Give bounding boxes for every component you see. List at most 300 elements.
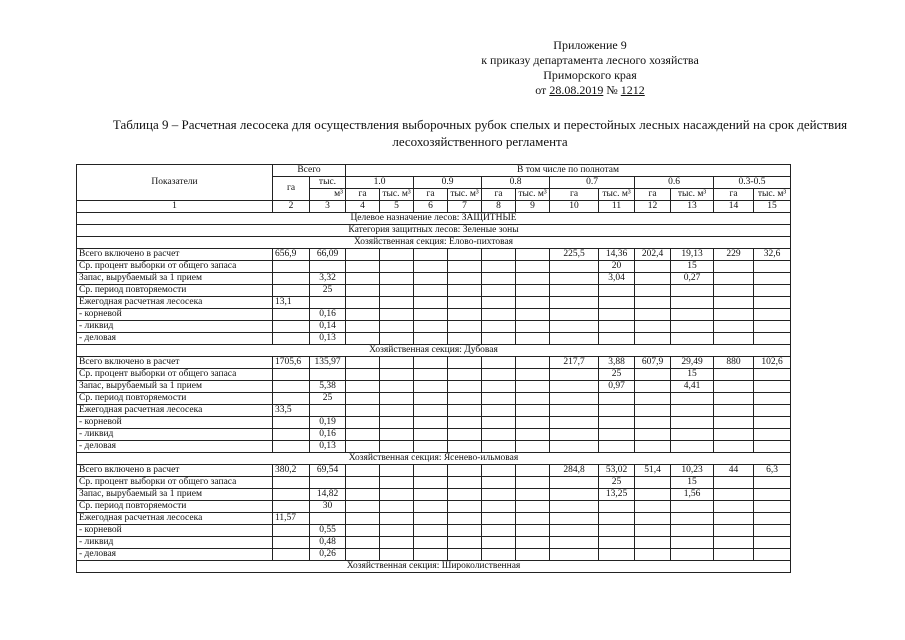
cell-value — [414, 465, 448, 477]
row-label: Ежегодная расчетная лесосека — [77, 513, 273, 525]
row-label: Ср. период повторяемости — [77, 393, 273, 405]
cell-value — [754, 513, 791, 525]
cell-value — [635, 321, 671, 333]
cell-value — [414, 309, 448, 321]
cell-value — [273, 441, 310, 453]
appendix-line-3: Приморского края — [543, 68, 637, 82]
cell-value — [754, 405, 791, 417]
cell-value — [414, 333, 448, 345]
table-row — [77, 369, 791, 381]
unit-ga: га — [550, 189, 599, 201]
cell-value — [550, 381, 599, 393]
cell-value — [380, 441, 414, 453]
table-row — [77, 297, 791, 309]
col-num: 1 — [77, 201, 273, 213]
cell-value — [273, 261, 310, 273]
cell-value — [671, 441, 714, 453]
cell-value — [550, 489, 599, 501]
cell-value — [414, 273, 448, 285]
cell-value — [599, 513, 635, 525]
row-label: Ср. процент выборки от общего запаса — [77, 261, 273, 273]
cell-value — [380, 381, 414, 393]
cell-value: 1705,6 — [273, 357, 310, 369]
col-num: 6 — [414, 201, 448, 213]
col-num: 13 — [671, 201, 714, 213]
cell-value — [448, 429, 482, 441]
cell-value — [310, 297, 346, 309]
cell-value — [448, 477, 482, 489]
cell-value — [273, 537, 310, 549]
row-label: Ежегодная расчетная лесосека — [77, 405, 273, 417]
table-row — [77, 249, 791, 261]
cell-value — [380, 321, 414, 333]
cell-value — [448, 441, 482, 453]
cell-value — [714, 513, 754, 525]
cell-value — [714, 393, 754, 405]
cell-value — [380, 537, 414, 549]
cell-value — [414, 417, 448, 429]
cell-value — [635, 333, 671, 345]
cell-value — [516, 405, 550, 417]
cell-value — [635, 285, 671, 297]
cell-value — [635, 261, 671, 273]
cell-value — [714, 441, 754, 453]
cell-value — [671, 525, 714, 537]
table-row — [77, 321, 791, 333]
appendix-header — [430, 38, 750, 98]
cell-value — [599, 441, 635, 453]
cell-value — [754, 441, 791, 453]
row-label: Всего включено в расчет — [77, 249, 273, 261]
cell-value — [448, 309, 482, 321]
cell-value — [599, 501, 635, 513]
cell-value — [448, 513, 482, 525]
cell-value — [414, 489, 448, 501]
order-date: 28.08.2019 — [549, 83, 604, 97]
cell-value — [448, 357, 482, 369]
cell-value: 19,13 — [671, 249, 714, 261]
forest-purpose-row: Целевое назначение лесов: ЗАЩИТНЫЕ — [77, 213, 791, 225]
row-label: Ср. период повторяемости — [77, 501, 273, 513]
cell-value — [346, 393, 380, 405]
cell-value — [550, 309, 599, 321]
cell-value — [414, 513, 448, 525]
col-num: 9 — [516, 201, 550, 213]
cell-value: 15 — [671, 477, 714, 489]
cell-value — [516, 381, 550, 393]
cell-value — [482, 417, 516, 429]
cell-value — [599, 549, 635, 561]
table-row — [77, 333, 791, 345]
cell-value — [550, 417, 599, 429]
cell-value — [448, 501, 482, 513]
cell-value — [714, 549, 754, 561]
cell-value — [550, 333, 599, 345]
cell-value: 0,14 — [310, 321, 346, 333]
table-row — [77, 465, 791, 477]
cell-value — [482, 465, 516, 477]
cell-value — [635, 297, 671, 309]
cell-value: 202,4 — [635, 249, 671, 261]
row-label: - корневой — [77, 417, 273, 429]
cell-value — [380, 405, 414, 417]
cell-value — [714, 477, 754, 489]
cell-value — [754, 297, 791, 309]
table-row — [77, 405, 791, 417]
cell-value — [380, 525, 414, 537]
density-1-0-header: 1.0 — [346, 177, 414, 189]
cell-value — [414, 357, 448, 369]
order-number: 1212 — [620, 83, 645, 97]
cell-value — [380, 273, 414, 285]
cell-value — [635, 405, 671, 417]
cell-value: 25 — [310, 285, 346, 297]
density-0-7-header: 0.7 — [550, 177, 635, 189]
cell-value — [754, 417, 791, 429]
cell-value — [482, 393, 516, 405]
cell-value — [273, 417, 310, 429]
cell-value — [754, 369, 791, 381]
cell-value — [273, 381, 310, 393]
row-label: Всего включено в расчет — [77, 357, 273, 369]
cell-value — [346, 525, 380, 537]
cell-value — [380, 261, 414, 273]
cell-value — [482, 489, 516, 501]
cell-value — [448, 333, 482, 345]
cell-value — [599, 537, 635, 549]
cell-value — [346, 297, 380, 309]
cell-value — [635, 501, 671, 513]
cell-value — [714, 381, 754, 393]
cell-value — [516, 477, 550, 489]
cell-value — [273, 525, 310, 537]
cell-value — [516, 357, 550, 369]
date-prefix: от — [535, 83, 550, 97]
cell-value: 32,6 — [754, 249, 791, 261]
cell-value — [550, 549, 599, 561]
cell-value — [414, 429, 448, 441]
cell-value — [346, 405, 380, 417]
cell-value: 44 — [714, 465, 754, 477]
cell-value: 1,56 — [671, 489, 714, 501]
row-label: Ср. период повторяемости — [77, 285, 273, 297]
table-row — [77, 477, 791, 489]
cell-value — [516, 273, 550, 285]
cell-value — [310, 369, 346, 381]
cell-value — [273, 309, 310, 321]
row-label: Всего включено в расчет — [77, 465, 273, 477]
cell-value — [671, 333, 714, 345]
cell-value: 30 — [310, 501, 346, 513]
table-row — [77, 393, 791, 405]
cell-value — [635, 525, 671, 537]
appendix-line-2: к приказу департамента лесного хозяйства — [481, 53, 699, 67]
cell-value: 69,54 — [310, 465, 346, 477]
cell-value — [599, 333, 635, 345]
cell-value — [346, 477, 380, 489]
density-0-9-header: 0.9 — [414, 177, 482, 189]
cell-value — [516, 249, 550, 261]
cell-value — [482, 369, 516, 381]
cell-value — [482, 249, 516, 261]
cell-value — [414, 297, 448, 309]
col-num: 11 — [599, 201, 635, 213]
cell-value — [754, 333, 791, 345]
cell-value: 13,25 — [599, 489, 635, 501]
cell-value — [380, 285, 414, 297]
cell-value — [482, 441, 516, 453]
cell-value: 3,04 — [599, 273, 635, 285]
cell-value — [482, 357, 516, 369]
cell-value — [482, 429, 516, 441]
cell-value — [380, 489, 414, 501]
number-sign: № — [603, 83, 621, 97]
cell-value — [346, 549, 380, 561]
cell-value — [635, 273, 671, 285]
row-label: Ежегодная расчетная лесосека — [77, 297, 273, 309]
row-label: - деловая — [77, 549, 273, 561]
cell-value — [754, 393, 791, 405]
cell-value — [671, 393, 714, 405]
cell-value: 10,23 — [671, 465, 714, 477]
cell-value — [516, 333, 550, 345]
cell-value — [482, 381, 516, 393]
cell-value — [448, 381, 482, 393]
cell-value — [754, 525, 791, 537]
cell-value — [380, 297, 414, 309]
cell-value — [448, 249, 482, 261]
cell-value — [448, 405, 482, 417]
cell-value — [414, 549, 448, 561]
cell-value — [516, 417, 550, 429]
cell-value: 0,48 — [310, 537, 346, 549]
row-label: - ликвид — [77, 321, 273, 333]
cell-value — [714, 297, 754, 309]
unit-ga: га — [482, 189, 516, 201]
cell-value — [599, 417, 635, 429]
cell-value — [273, 429, 310, 441]
cell-value — [482, 273, 516, 285]
cell-value: 284,8 — [550, 465, 599, 477]
cell-value — [516, 489, 550, 501]
table-row — [77, 513, 791, 525]
cell-value — [714, 369, 754, 381]
cell-value — [754, 309, 791, 321]
cell-value — [714, 429, 754, 441]
cell-value — [635, 513, 671, 525]
cell-value — [273, 369, 310, 381]
cell-value — [448, 321, 482, 333]
cell-value: 25 — [599, 477, 635, 489]
cell-value — [273, 273, 310, 285]
cell-value — [599, 309, 635, 321]
unit-ga: га — [635, 189, 671, 201]
cell-value: 13,1 — [273, 297, 310, 309]
cell-value — [714, 417, 754, 429]
cell-value — [671, 549, 714, 561]
cell-value — [273, 477, 310, 489]
cell-value — [346, 369, 380, 381]
cell-value — [516, 513, 550, 525]
section-title-row: Хозяйственная секция: Ясенево-ильмовая — [77, 453, 791, 465]
col-num: 14 — [714, 201, 754, 213]
cell-value: 0,13 — [310, 333, 346, 345]
cell-value — [448, 465, 482, 477]
cell-value — [414, 381, 448, 393]
cell-value — [414, 441, 448, 453]
cell-value — [346, 321, 380, 333]
density-0-8-header: 0.8 — [482, 177, 550, 189]
cell-value — [482, 285, 516, 297]
cell-value — [550, 285, 599, 297]
cell-value: 135,97 — [310, 357, 346, 369]
table-row — [77, 489, 791, 501]
table-row — [77, 501, 791, 513]
cell-value — [273, 333, 310, 345]
unit-tys-m3: тыс. м³ — [448, 189, 482, 201]
cell-value — [482, 261, 516, 273]
row-label: - корневой — [77, 309, 273, 321]
cell-value — [310, 477, 346, 489]
cell-value — [414, 405, 448, 417]
cell-value — [754, 381, 791, 393]
cell-value — [754, 489, 791, 501]
cell-value — [516, 369, 550, 381]
row-label: - деловая — [77, 333, 273, 345]
cell-value — [346, 273, 380, 285]
cell-value: 656,9 — [273, 249, 310, 261]
cell-value: 14,82 — [310, 489, 346, 501]
cell-value: 217,7 — [550, 357, 599, 369]
cell-value — [635, 477, 671, 489]
col-num: 10 — [550, 201, 599, 213]
cell-value — [599, 297, 635, 309]
cell-value — [671, 417, 714, 429]
cell-value — [671, 513, 714, 525]
density-0-6-header: 0.6 — [635, 177, 714, 189]
cell-value — [550, 261, 599, 273]
density-header: В том числе по полнотам — [346, 165, 791, 177]
density-0-3-0-5-header: 0.3-0.5 — [714, 177, 791, 189]
table-row — [77, 417, 791, 429]
cell-value — [516, 297, 550, 309]
cell-value — [550, 441, 599, 453]
cell-value — [550, 393, 599, 405]
cell-value — [516, 285, 550, 297]
cell-value — [448, 525, 482, 537]
cell-value — [635, 489, 671, 501]
cell-value: 0,97 — [599, 381, 635, 393]
section-title-row: Хозяйственная секция: Елово-пихтовая — [77, 237, 791, 249]
cell-value — [448, 393, 482, 405]
cell-value — [550, 429, 599, 441]
row-label: - ликвид — [77, 429, 273, 441]
cell-value — [346, 489, 380, 501]
cell-value — [754, 273, 791, 285]
cell-value: 0,27 — [671, 273, 714, 285]
cell-value — [380, 309, 414, 321]
cell-value — [599, 285, 635, 297]
table-row — [77, 549, 791, 561]
cell-value — [671, 429, 714, 441]
cell-value — [482, 321, 516, 333]
cell-value — [346, 417, 380, 429]
cell-value — [714, 501, 754, 513]
cell-value — [754, 285, 791, 297]
cell-value — [414, 285, 448, 297]
table-row — [77, 285, 791, 297]
cell-value: 14,36 — [599, 249, 635, 261]
row-label: - корневой — [77, 525, 273, 537]
cell-value — [714, 309, 754, 321]
forest-category-row: Категория защитных лесов: Зеленые зоны — [77, 225, 791, 237]
cell-value — [380, 429, 414, 441]
cell-value — [448, 297, 482, 309]
cell-value — [448, 273, 482, 285]
cell-value — [482, 405, 516, 417]
cell-value: 15 — [671, 261, 714, 273]
cell-value: 0,16 — [310, 309, 346, 321]
cell-value — [635, 549, 671, 561]
cell-value — [516, 549, 550, 561]
unit-tys-m3: тыс. м³ — [380, 189, 414, 201]
cell-value — [714, 489, 754, 501]
cell-value: 33,5 — [273, 405, 310, 417]
cell-value — [635, 441, 671, 453]
cell-value — [516, 321, 550, 333]
cell-value — [448, 417, 482, 429]
cell-value — [671, 285, 714, 297]
cell-value — [380, 357, 414, 369]
total-ga-header: га — [273, 177, 310, 201]
col-num: 5 — [380, 201, 414, 213]
cell-value — [448, 549, 482, 561]
cell-value — [310, 261, 346, 273]
cell-value: 0,16 — [310, 429, 346, 441]
cell-value — [346, 465, 380, 477]
total-tys-header: тыс. — [310, 177, 346, 189]
cell-value — [516, 465, 550, 477]
cell-value: 4,41 — [671, 381, 714, 393]
cell-value — [273, 489, 310, 501]
cell-value — [380, 393, 414, 405]
cell-value: 25 — [599, 369, 635, 381]
table-row — [77, 273, 791, 285]
table-row — [77, 429, 791, 441]
cell-value — [714, 525, 754, 537]
cell-value: 0,13 — [310, 441, 346, 453]
cell-value — [671, 537, 714, 549]
cell-value — [380, 501, 414, 513]
cell-value — [482, 513, 516, 525]
row-label: Ср. процент выборки от общего запаса — [77, 369, 273, 381]
row-label: Запас, вырубаемый за 1 прием — [77, 489, 273, 501]
row-label: Ср. процент выборки от общего запаса — [77, 477, 273, 489]
cell-value — [635, 429, 671, 441]
cell-value — [380, 513, 414, 525]
cell-value — [380, 333, 414, 345]
cell-value — [482, 477, 516, 489]
col-num: 15 — [754, 201, 791, 213]
unit-tys-m3: тыс. м³ — [671, 189, 714, 201]
cell-value — [414, 501, 448, 513]
cell-value — [273, 321, 310, 333]
cell-value — [414, 537, 448, 549]
cell-value — [635, 417, 671, 429]
cell-value: 229 — [714, 249, 754, 261]
cell-value — [482, 333, 516, 345]
cell-value — [482, 501, 516, 513]
